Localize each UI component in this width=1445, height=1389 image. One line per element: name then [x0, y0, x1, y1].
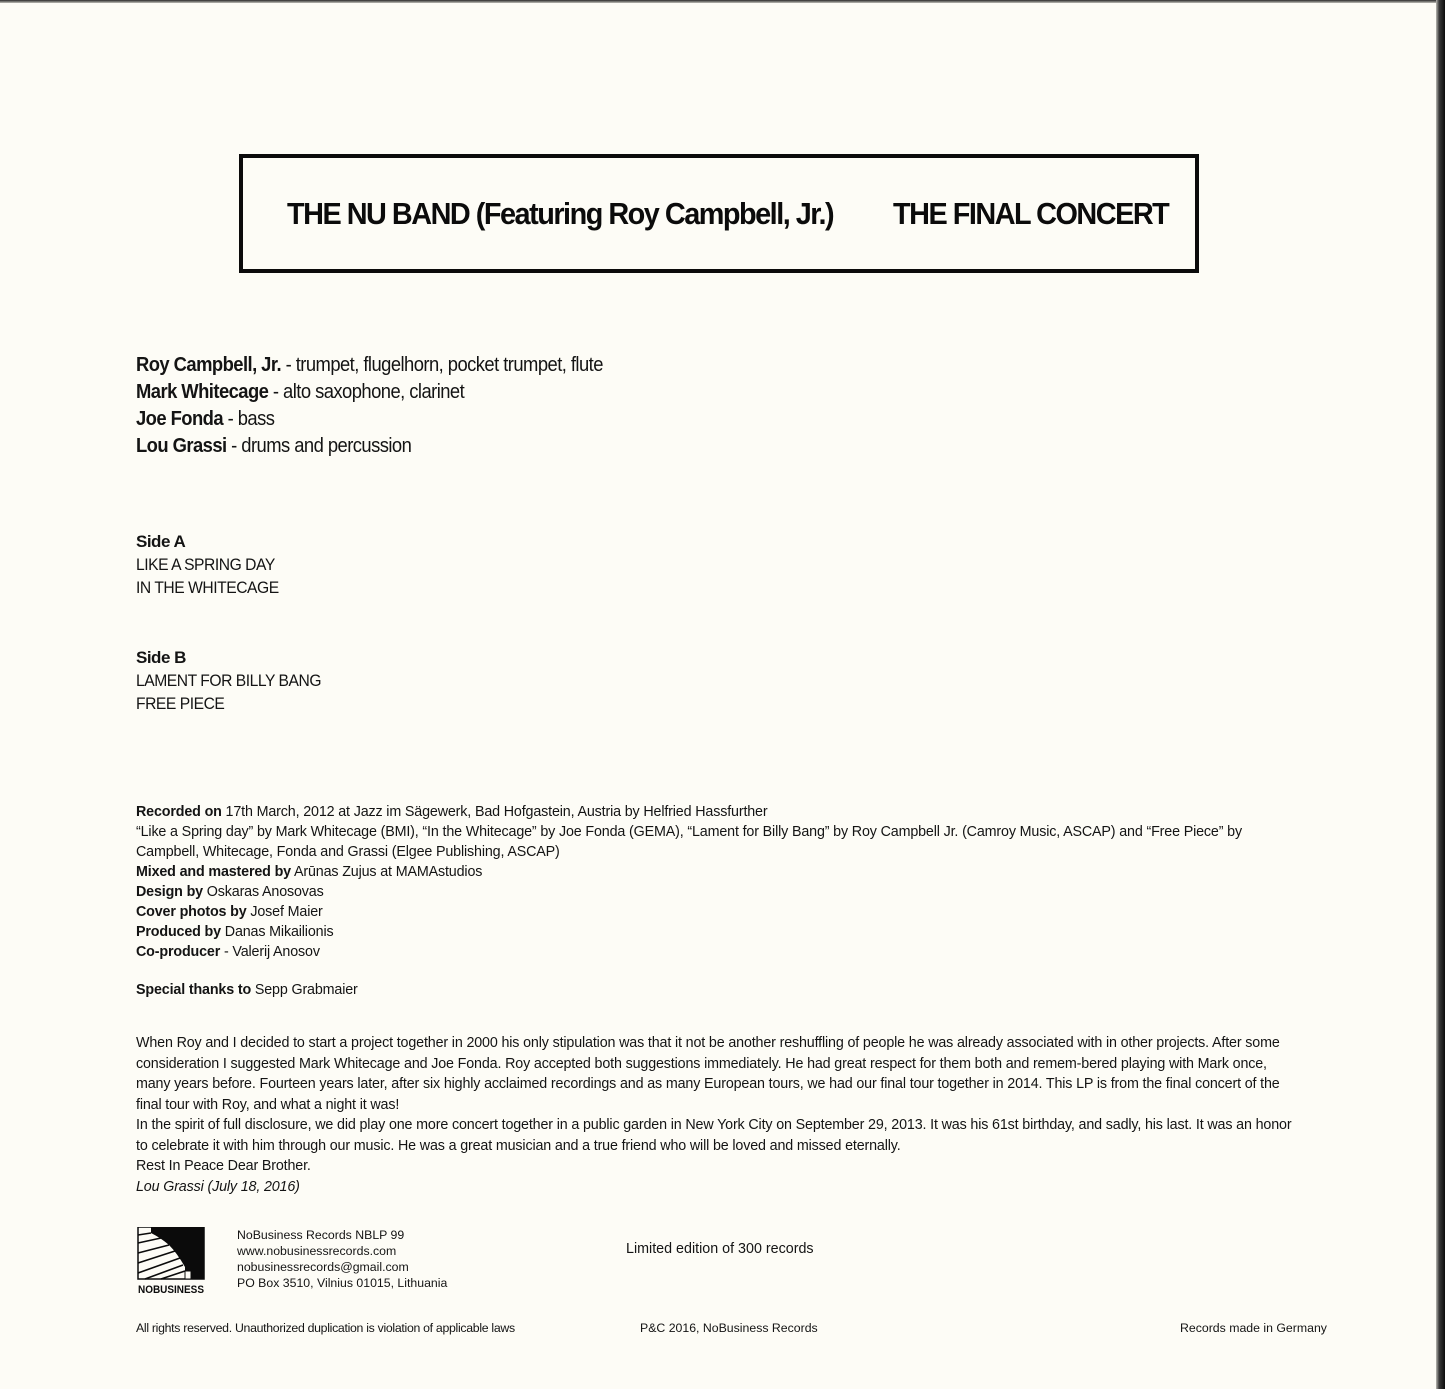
credit-mixed — [136, 862, 1296, 882]
credit-value: 17th March, 2012 at Jazz im Sägewerk, Bad Hofgastein, Austria by Helfried Hassfurther — [221, 804, 768, 820]
musician-instruments: - trumpet, flugelhorn, pocket trumpet, flute — [281, 354, 603, 376]
track-item: FREE PIECE — [136, 694, 225, 713]
copyright-notice: P&C 2016, NoBusiness Records — [640, 1321, 818, 1335]
credit-label: Cover photos by — [136, 904, 247, 920]
credit-thanks — [136, 980, 1296, 1000]
nobusiness-logo-icon — [137, 1227, 205, 1295]
credit-label: Recorded on — [136, 804, 222, 820]
credit-value: Arūnas Zujus at MAMAstudios — [290, 864, 483, 880]
credit-photos — [136, 902, 1296, 922]
track-item: IN THE WHITECAGE — [136, 578, 279, 597]
lineup-item — [136, 406, 603, 433]
rights-notice: All rights reserved. Unauthorized duplication is violation of applicable laws — [136, 1321, 515, 1335]
label-info — [237, 1227, 447, 1291]
musician-instruments: - alto saxophone, clarinet — [268, 381, 465, 403]
credit-recorded — [136, 802, 1296, 822]
credit-value: Oskaras Anosovas — [202, 884, 324, 900]
manufacture-note: Records made in Germany — [1180, 1321, 1327, 1335]
liner-notes-signature: Lou Grassi (July 18, 2016) — [136, 1178, 300, 1195]
liner-notes-paragraph: When Roy and I decided to start a project together in 2000 his only stipulation was that it not be another reshuffling of people he was already associated with in other projects. After some consideration I suggested Mark Whitecage and Joe Fonda. Roy accepted both suggestions immediately. He had great respect for them both and remem-bered playing with Mark once, many years before. Fourteen years later, after six highly acclaimed recordings and as many European tours, we had our final tour together in 2014. This LP is from the final concert of the final tour with Roy, and what a night it was! — [136, 1035, 1280, 1113]
side-b-heading: Side B — [136, 648, 186, 667]
liner-notes — [136, 1033, 1296, 1197]
credit-label: Co-producer — [136, 944, 221, 960]
lineup-item — [136, 352, 603, 379]
credit-coproducer — [136, 942, 1296, 962]
credit-publishing-line-1: “Like a Spring day” by Mark Whitecage (BMI), “In the Whitecage” by Joe Fonda (GEMA), “Lament for Billy Bang” by Roy Campbell Jr. (Camroy Music, ASCAP) and “Free Piece” by — [136, 824, 1242, 840]
band-title: THE NU BAND (Featuring Roy Campbell, Jr.) — [287, 196, 834, 231]
credit-label: Produced by — [136, 924, 221, 940]
svg-text:NOBUSINESS: NOBUSINESS — [138, 1284, 204, 1295]
track-item: LAMENT FOR BILLY BANG — [136, 671, 322, 690]
credit-design — [136, 882, 1296, 902]
side-a-heading: Side A — [136, 532, 186, 551]
liner-notes-closing: Rest In Peace Dear Brother. — [136, 1158, 311, 1174]
credit-value: Sepp Grabmaier — [251, 982, 358, 998]
credit-label: Mixed and mastered by — [136, 864, 291, 880]
album-title: THE FINAL CONCERT — [893, 196, 1169, 231]
label-email: nobusinessrecords@gmail.com — [237, 1260, 409, 1274]
sleeve-right-edge — [1436, 0, 1445, 1389]
credit-produced — [136, 922, 1296, 942]
credit-value: - Valerij Anosov — [220, 944, 320, 960]
side-b-tracklist — [136, 646, 337, 715]
title-box — [239, 154, 1199, 273]
musician-name: Lou Grassi — [136, 435, 227, 457]
liner-notes-paragraph: In the spirit of full disclosure, we did play one more concert together in a public garden in New York City on September 29, 2013. It was his 61st birthday, and sadly, his last. It was an honor to celebrate it with him through our music. He was a great musician and a true friend who will be loved and missed eternally. — [136, 1117, 1292, 1154]
credit-value: Danas Mikailionis — [220, 924, 334, 940]
nobusiness-logo — [137, 1227, 205, 1295]
credit-label: Design by — [136, 884, 203, 900]
musician-name: Mark Whitecage — [136, 381, 269, 403]
side-a-tracklist — [136, 530, 291, 599]
lineup-item — [136, 379, 603, 406]
credit-label: Special thanks to — [136, 982, 252, 998]
track-item: LIKE A SPRING DAY — [136, 555, 275, 574]
musician-instruments: - bass — [223, 408, 275, 430]
musician-instruments: - drums and percussion — [226, 435, 412, 457]
limited-edition-note: Limited edition of 300 records — [626, 1241, 814, 1257]
lineup-item — [136, 433, 603, 460]
sleeve-top-edge — [0, 0, 1445, 3]
musician-name: Roy Campbell, Jr. — [136, 354, 282, 376]
credit-publishing-line-2: Campbell, Whitecage, Fonda and Grassi (Elgee Publishing, ASCAP) — [136, 844, 560, 860]
label-address: PO Box 3510, Vilnius 01015, Lithuania — [237, 1276, 448, 1290]
catalog-number: NoBusiness Records NBLP 99 — [237, 1228, 405, 1242]
credits-block — [136, 802, 1296, 1000]
musician-name: Joe Fonda — [136, 408, 224, 430]
credit-value: Josef Maier — [246, 904, 323, 920]
lineup-list — [136, 352, 644, 460]
label-website: www.nobusinessrecords.com — [237, 1244, 397, 1258]
